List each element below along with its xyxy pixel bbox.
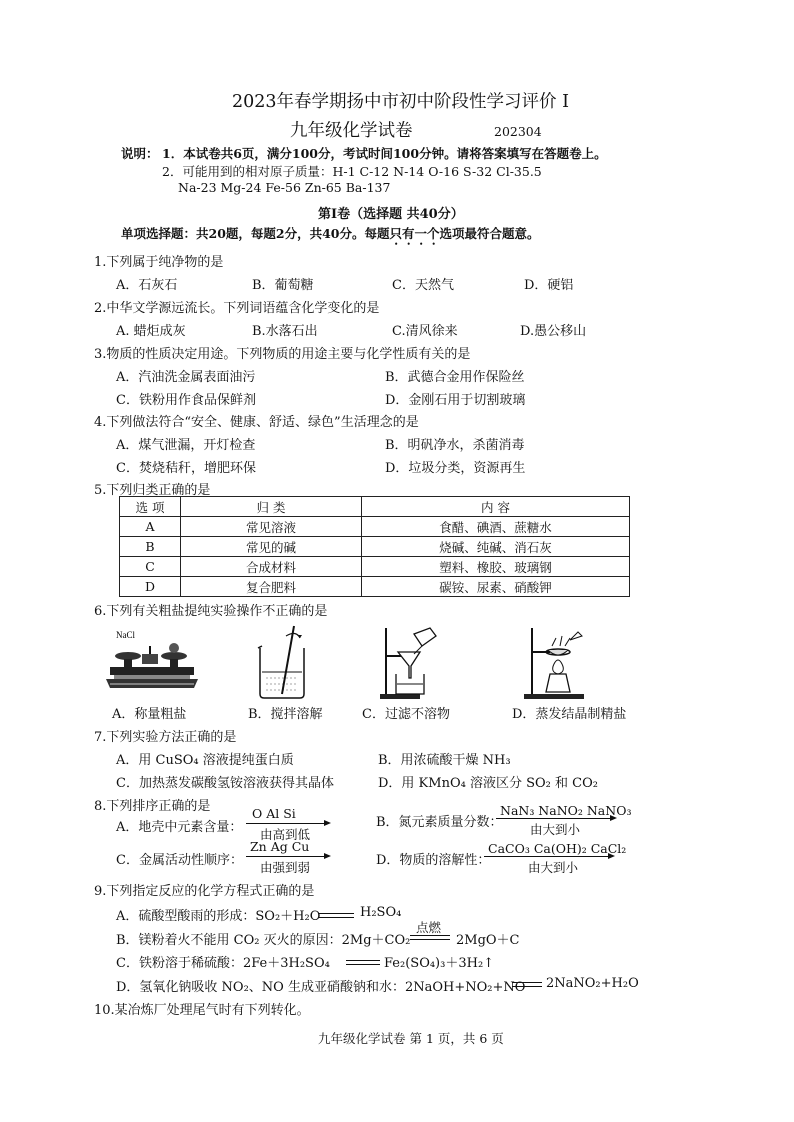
filtration-illustration [378, 624, 448, 700]
q2-option-a: A. 蜡炬成灰 [116, 324, 186, 339]
evaporation-illustration [520, 624, 592, 700]
q3-option-b: B．武德合金用作保险丝 [385, 370, 525, 385]
table-header-row [120, 497, 630, 517]
table-cell: 复合肥料 [181, 577, 362, 597]
table-row [120, 577, 630, 597]
exam-code: 202304 [494, 124, 542, 139]
q8-b-order: NaN₃ NaNO₂ NaNO₃ [500, 803, 632, 818]
table-cell: 常见溶液 [181, 517, 362, 537]
table-row [120, 537, 630, 557]
q8-c-arrowhead [324, 853, 331, 859]
q10-stem: 10.某冶炼厂处理尾气时有下列转化。 [94, 1003, 310, 1018]
q4-option-a: A．煤气泄漏，开灯检查 [116, 438, 256, 453]
table-cell: 塑料、橡胶、玻璃钢 [362, 557, 630, 577]
q6-option-a: A．称量粗盐 [112, 707, 187, 722]
q1-stem: 1.下列属于纯净物的是 [94, 255, 224, 270]
q9-option-a-left: A．硫酸型酸雨的形成：SO₂＋H₂O [116, 909, 321, 924]
q9-option-d-right: 2NaNO₂+H₂O [546, 976, 639, 991]
q9-a-equals [318, 913, 354, 918]
table-cell: 食醋、碘酒、蔗糖水 [362, 517, 630, 537]
q9-stem: 9.下列指定反应的化学方程式正确的是 [94, 884, 315, 899]
table-cell: B [120, 537, 181, 557]
q1-option-d: D．硬铝 [524, 278, 574, 293]
q9-b-equals [410, 935, 450, 940]
page-footer: 九年级化学试卷 第 1 页，共 6 页 [318, 1031, 504, 1046]
q1-option-b: B．葡萄糖 [252, 278, 314, 293]
nacl-label: NaCl [116, 630, 135, 640]
q9-b-condition: 点燃 [416, 920, 442, 935]
q3-option-c: C．铁粉用作食品保鲜剂 [116, 393, 256, 408]
q3-stem: 3.物质的性质决定用途。下列物质的用途主要与化学性质有关的是 [94, 347, 471, 362]
q4-option-b: B．明矾净水，杀菌消毒 [385, 438, 525, 453]
q2-stem: 2.中华文学源远流长。下列词语蕴含化学变化的是 [94, 301, 380, 316]
table-cell: A [120, 517, 181, 537]
q8-a-order: O Al Si [252, 806, 296, 821]
q9-option-b-left: B．镁粉着火不能用 CO₂ 灭火的原因：2Mg＋CO₂ [116, 933, 411, 948]
q9-d-equals [512, 982, 542, 987]
q1-option-a: A．石灰石 [116, 278, 178, 293]
table-cell: 烧碱、纯碱、消石灰 [362, 537, 630, 557]
q7-option-d: D．用 KMnO₄ 溶液区分 SO₂ 和 CO₂ [378, 776, 598, 791]
q8-a-arrow [246, 823, 324, 824]
q7-option-a: A．用 CuSO₄ 溶液提纯蛋白质 [116, 753, 294, 768]
table-header-cell: 归 类 [181, 497, 362, 517]
q8-option-a-label: A．地壳中元素含量： [116, 820, 243, 835]
note-3: Na-23 Mg-24 Fe-56 Zn-65 Ba-137 [178, 180, 391, 195]
table-cell: 常见的碱 [181, 537, 362, 557]
stirring-illustration [252, 624, 314, 700]
table-cell: C [120, 557, 181, 577]
q7-option-b: B．用浓硫酸干燥 NH₃ [378, 753, 511, 768]
q4-option-c: C．焚烧秸秆，增肥环保 [116, 461, 256, 476]
q1-option-c: C．天然气 [392, 278, 454, 293]
q9-option-d-left: D．氢氧化钠吸收 NO₂、NO 生成亚硝酸钠和水：2NaOH+NO₂+NO [116, 980, 526, 995]
q2-option-c: C.清风徐来 [392, 324, 458, 339]
q8-b-arrow [496, 818, 610, 819]
q8-c-direction: 由强到弱 [260, 860, 311, 875]
table-row [120, 557, 630, 577]
q8-stem: 8.下列排序正确的是 [94, 799, 211, 814]
q9-option-c-right: Fe₂(SO₄)₃＋3H₂↑ [384, 956, 495, 971]
q2-option-b: B.水落石出 [252, 324, 318, 339]
q7-stem: 7.下列实验方法正确的是 [94, 730, 237, 745]
table-cell: D [120, 577, 181, 597]
note-2: 2．可能用到的相对原子质量：H-1 C-12 N-14 O-16 S-32 Cl-35.5 [162, 164, 542, 179]
q8-c-arrow [246, 856, 324, 857]
notes-label: 说明： [121, 146, 159, 161]
q6-option-b: B．搅拌溶解 [248, 707, 323, 722]
q9-option-a-right: H₂SO₄ [360, 905, 402, 920]
q9-option-c-left: C．铁粉溶于稀硫酸：2Fe＋3H₂SO₄ [116, 956, 330, 971]
q8-option-c-label: C．金属活动性顺序： [116, 853, 243, 868]
q8-d-arrow [484, 856, 608, 857]
table-row [120, 517, 630, 537]
q8-d-arrowhead [608, 853, 615, 859]
q8-d-direction: 由大到小 [528, 860, 579, 875]
table-cell: 碳铵、尿素、硝酸钾 [362, 577, 630, 597]
table-header-cell: 内 容 [362, 497, 630, 517]
exam-title: 2023年春学期扬中市初中阶段性学习评价 I [232, 92, 570, 112]
q3-option-d: D．金刚石用于切割玻璃 [385, 393, 526, 408]
q8-d-order: CaCO₃ Ca(OH)₂ CaCl₂ [488, 841, 627, 856]
q8-option-d-label: D．物质的溶解性： [376, 853, 491, 868]
q8-a-arrowhead [324, 820, 331, 826]
classification-table [119, 496, 630, 597]
table-header-cell: 选 项 [120, 497, 181, 517]
q4-stem: 4.下列做法符合“安全、健康、舒适、绿色”生活理念的是 [94, 415, 419, 430]
note-1: 1．本试卷共6页，满分100分，考试时间100分钟。请将答案填写在答题卷上。 [162, 146, 607, 161]
q8-option-b-label: B．氮元素质量分数： [376, 815, 503, 830]
exam-subtitle: 九年级化学试卷 [290, 121, 413, 141]
q9-c-equals [346, 960, 380, 965]
q3-option-a: A．汽油洗金属表面油污 [116, 370, 256, 385]
balance-illustration [104, 626, 200, 698]
q6-option-c: C．过滤不溶物 [362, 707, 450, 722]
q8-a-direction: 由高到低 [260, 827, 311, 842]
part1-instructions: 单项选择题：共20题，每题2分，共40分。每题只有一个选项最符合题意。 [121, 226, 540, 241]
q8-b-direction: 由大到小 [530, 822, 581, 837]
q8-b-arrowhead [610, 815, 617, 821]
q7-option-c: C．加热蒸发碳酸氢铵溶液获得其晶体 [116, 776, 334, 791]
q5-stem: 5.下列归类正确的是 [94, 483, 211, 498]
q2-option-d: D.愚公移山 [520, 324, 587, 339]
q8-c-order: Zn Ag Cu [250, 839, 310, 854]
part1-title: 第Ⅰ卷（选择题 共40分） [318, 207, 464, 222]
q9-option-b-right: 2MgO＋C [456, 933, 520, 948]
table-cell: 合成材料 [181, 557, 362, 577]
q6-stem: 6.下列有关粗盐提纯实验操作不正确的是 [94, 604, 328, 619]
q4-option-d: D．垃圾分类，资源再生 [385, 461, 526, 476]
q6-option-d: D．蒸发结晶制精盐 [512, 707, 627, 722]
